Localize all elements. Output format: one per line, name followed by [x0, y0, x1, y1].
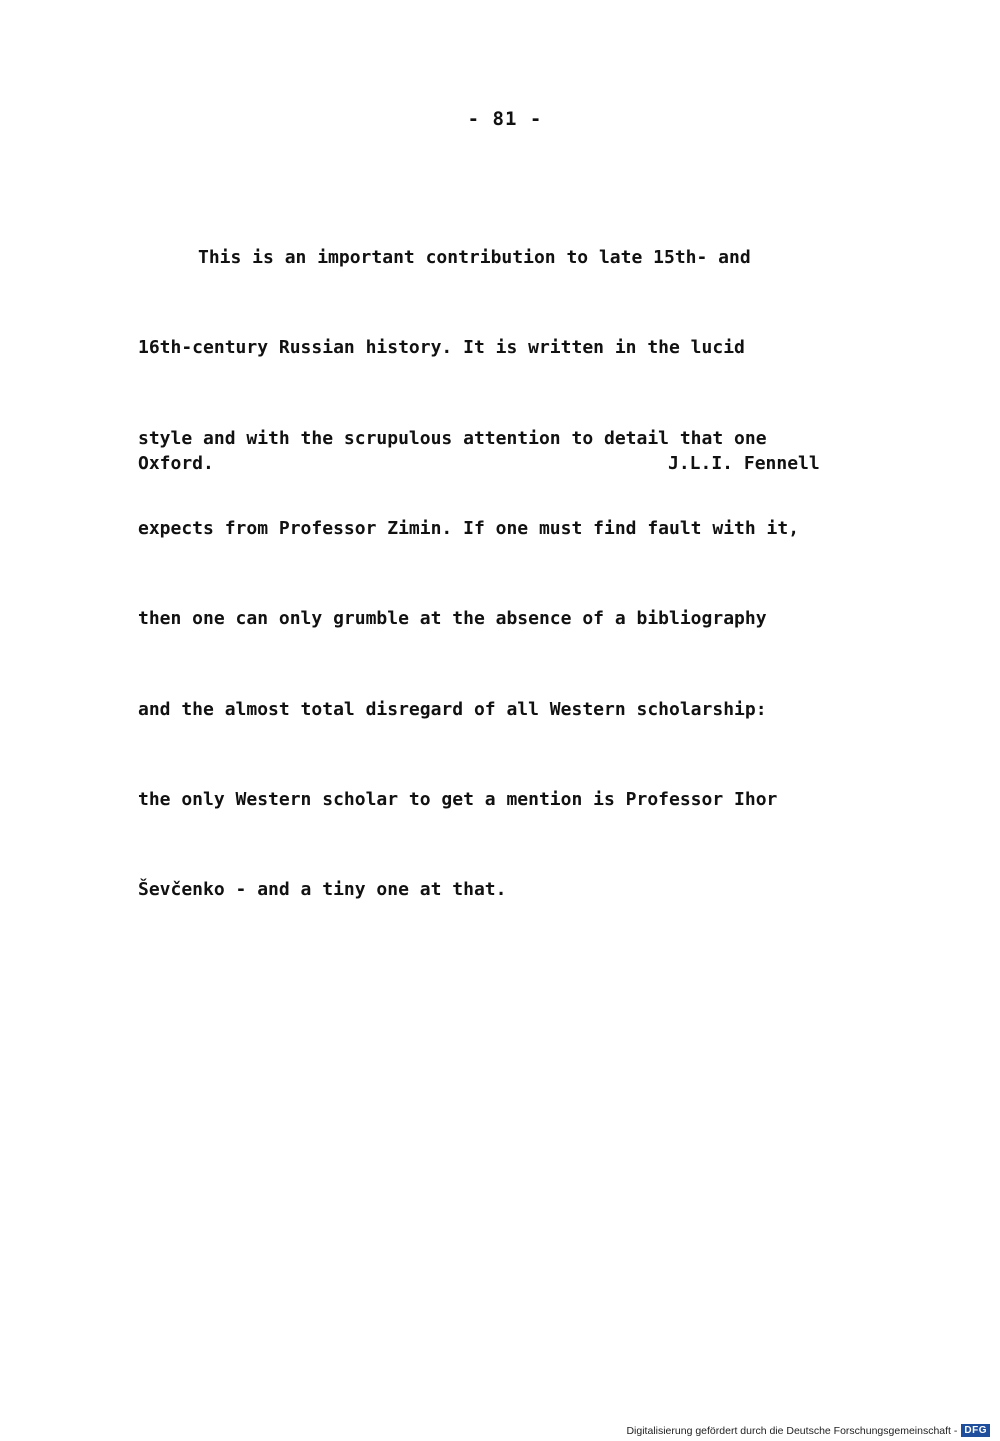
paragraph-line: the only Western scholar to get a mention is Professor Ihor [138, 788, 778, 810]
paragraph-line: style and with the scrupulous attention to detail that one [138, 427, 767, 449]
paragraph-line: expects from Professor Zimin. If one must find fault with it, [138, 518, 800, 540]
signature-place: Oxford. [138, 453, 214, 474]
dfg-logo-icon: DFG [961, 1424, 990, 1437]
review-paragraph [138, 183, 799, 935]
paragraph-line: Ševčenko - and a tiny one at that. [138, 879, 507, 901]
paragraph-line: then one can only grumble at the absence of a bibliography [138, 608, 767, 630]
page-number: - 81 - [467, 108, 543, 130]
footer-text: Digitalisierung gefördert durch die Deutsche Forschungsgemeinschaft - [626, 1424, 958, 1437]
paragraph-line: This is an important contribution to late 15th- and [198, 247, 751, 269]
paragraph-line: and the almost total disregard of all Western scholarship: [138, 698, 767, 720]
paragraph-line: 16th-century Russian history. It is written in the lucid [138, 337, 745, 359]
digitization-footer [626, 1424, 990, 1437]
signature-author: J.L.I. Fennell [668, 453, 820, 474]
